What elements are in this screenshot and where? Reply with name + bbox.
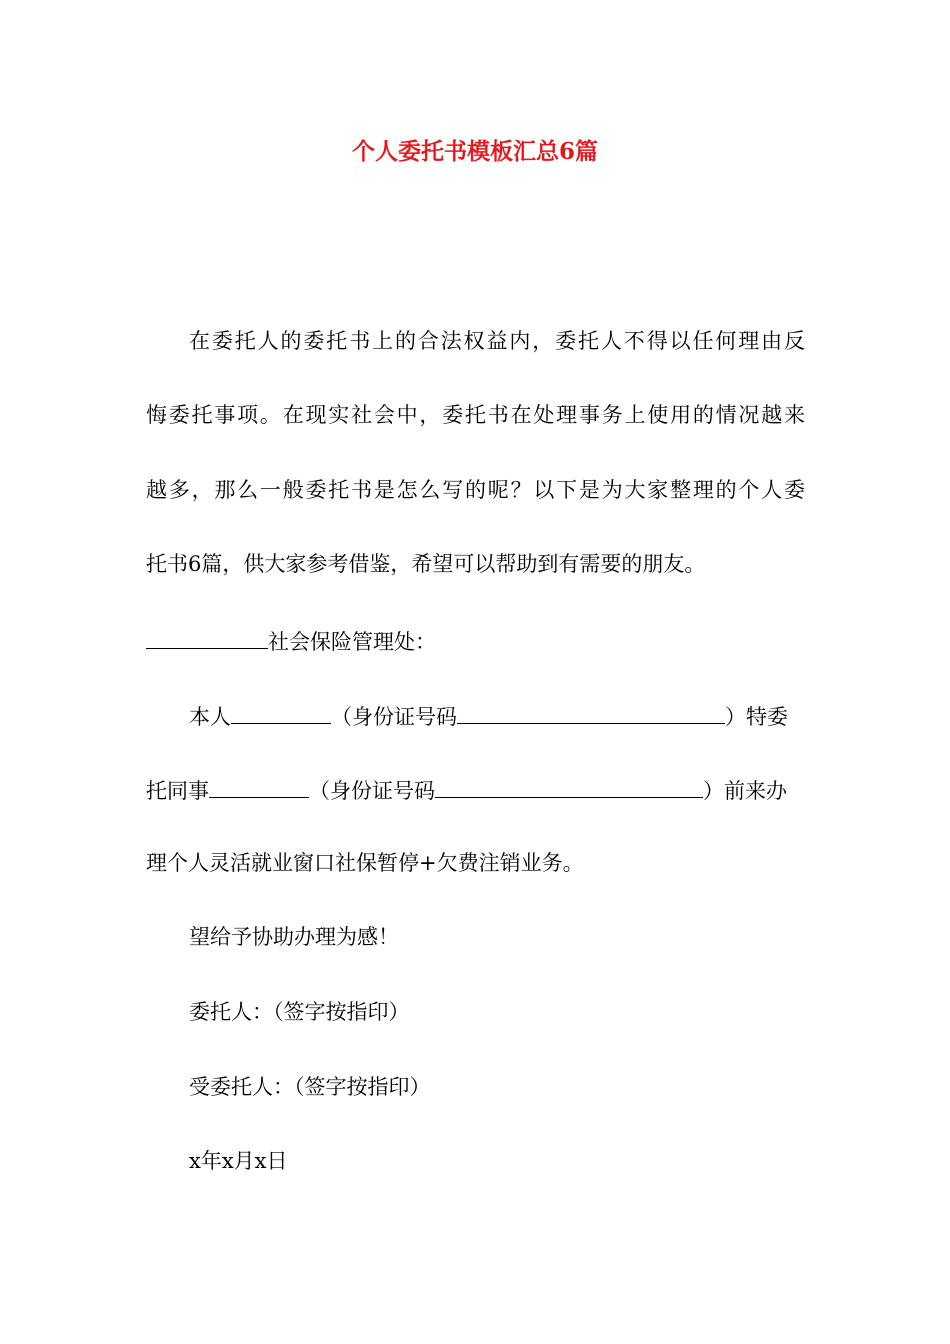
date-line: x年x月x日 <box>189 1149 288 1173</box>
principal-id-blank <box>457 697 725 724</box>
body-text-come: ）前来办 <box>703 779 787 803</box>
intro-line-2: 悔委托事项。在现实社会中，委托书在处理事务上使用的情况越来 <box>146 403 805 427</box>
body-line-2 <box>146 771 787 808</box>
body-text-self: 本人 <box>189 705 231 729</box>
intro-line-3: 越多，那么一般委托书是怎么写的呢？以下是为大家整理的个人委 <box>146 478 805 502</box>
addressee-text: 社会保险管理处： <box>268 630 436 654</box>
body-text-colleague: 托同事 <box>146 779 209 803</box>
body-text-id-label-1: （身份证号码 <box>331 705 457 729</box>
document-title: 个人委托书模板汇总6篇 <box>351 138 598 165</box>
intro-line-1: 在委托人的委托书上的合法权益内，委托人不得以任何理由反 <box>189 329 805 353</box>
principal-signature-line: 委托人：（签字按指印） <box>189 1000 410 1024</box>
addressee-line <box>146 622 436 659</box>
body-text-entrust: ）特委 <box>725 705 788 729</box>
agent-name-blank <box>209 771 309 798</box>
body-text-id-label-2: （身份证号码 <box>309 779 435 803</box>
addressee-blank <box>146 622 268 649</box>
body-line-1 <box>189 697 788 734</box>
intro-line-4: 托书6篇，供大家参考借鉴，希望可以帮助到有需要的朋友。 <box>146 552 706 576</box>
agent-id-blank <box>435 771 703 798</box>
principal-name-blank <box>231 697 331 724</box>
thanks-line: 望给予协助办理为感！ <box>189 925 399 949</box>
body-line-3: 理个人灵活就业窗口社保暂停+欠费注销业务。 <box>146 851 584 875</box>
agent-signature-line: 受委托人：（签字按指印） <box>189 1075 431 1099</box>
